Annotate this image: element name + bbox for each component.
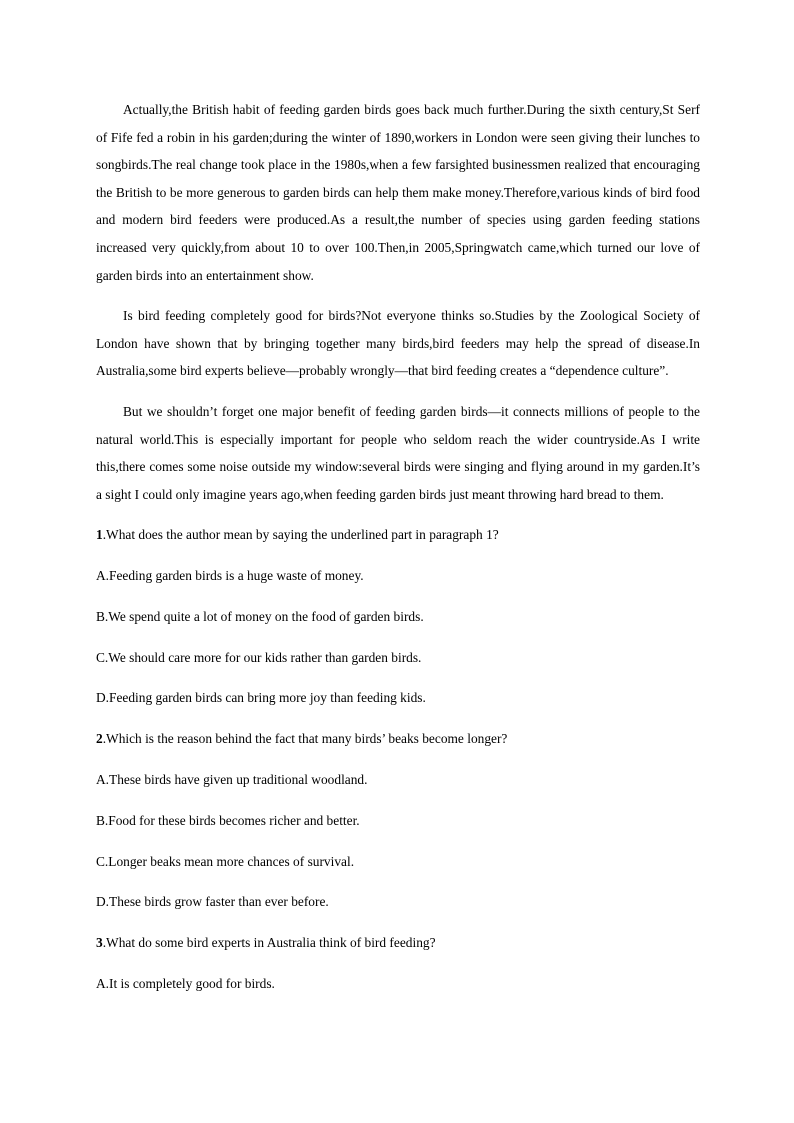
question-1-option-d: D.Feeding garden birds can bring more joy than feeding kids. [96, 690, 426, 706]
question-2-stem [96, 725, 700, 753]
question-2-option-d: D.These birds grow faster than ever before. [96, 894, 329, 910]
question-2-option-b: B.Food for these birds becomes richer and better. [96, 812, 360, 828]
question-3-option-a: A.It is completely good for birds. [96, 975, 275, 991]
question-3 [96, 929, 700, 997]
question-2-number: 2 [96, 731, 103, 747]
document-content [96, 96, 700, 1011]
question-1-text: .What does the author mean by saying the underlined part in paragraph 1? [102, 527, 499, 543]
question-2 [96, 725, 700, 916]
question-1 [96, 521, 700, 712]
question-2-text: .Which is the reason behind the fact that many birds’ beaks become longer? [102, 731, 508, 747]
question-2-option-a: A.These birds have given up traditional woodland. [96, 772, 368, 787]
question-2-option-c: C.Longer beaks mean more chances of survival. [96, 853, 355, 869]
question-1-option-a: A.Feeding garden birds is a huge waste of money. [96, 568, 364, 584]
question-3-number: 3 [96, 935, 103, 951]
question-1-option-c: C.We should care more for our kids rather than garden birds. [96, 649, 422, 665]
passage-paragraph-2: Is bird feeding completely good for birds?Not everyone thinks so.Studies by the Zoological Society of London have shown that by bringing together many birds,bird feeders may help the spread of disease.In Australia,some bird experts believe—probably wrongly—that bird feeding creates a “dependence culture”. [96, 308, 700, 379]
passage-paragraph-1: Actually,the British habit of feeding garden birds goes back much further.During the sixth century,St Serf of Fife fed a robin in his garden;during the winter of 1890,workers in London were seen giving their lunches to songbirds.The real change took place in the 1980s,when a few farsighted businessmen realized that encouraging the British to be more generous to garden birds can help them make money.Therefore,various kinds of bird food and modern bird feeders were produced.As a result,the number of species using garden feeding stations increased very quickly,from about 10 to over 100.Then,in 2005,Springwatch came,which turned our love of garden birds into an entertainment show. [96, 102, 700, 283]
passage-paragraph-3: But we shouldn’t forget one major benefit of feeding garden birds—it connects millions of people to the natural world.This is especially important for people who seldom reach the wider countryside.As I write this,there comes some noise outside my window:several birds were singing and flying around in my garden.It’s a sight I could only imagine years ago,when feeding garden birds just meant throwing hard bread to them. [96, 403, 700, 502]
question-1-option-b: B.We spend quite a lot of money on the food of garden birds. [96, 608, 424, 624]
question-1-stem [96, 521, 700, 549]
question-3-text: .What do some bird experts in Australia think of bird feeding? [102, 935, 436, 951]
question-1-number: 1 [96, 527, 103, 543]
question-3-stem [96, 929, 700, 957]
